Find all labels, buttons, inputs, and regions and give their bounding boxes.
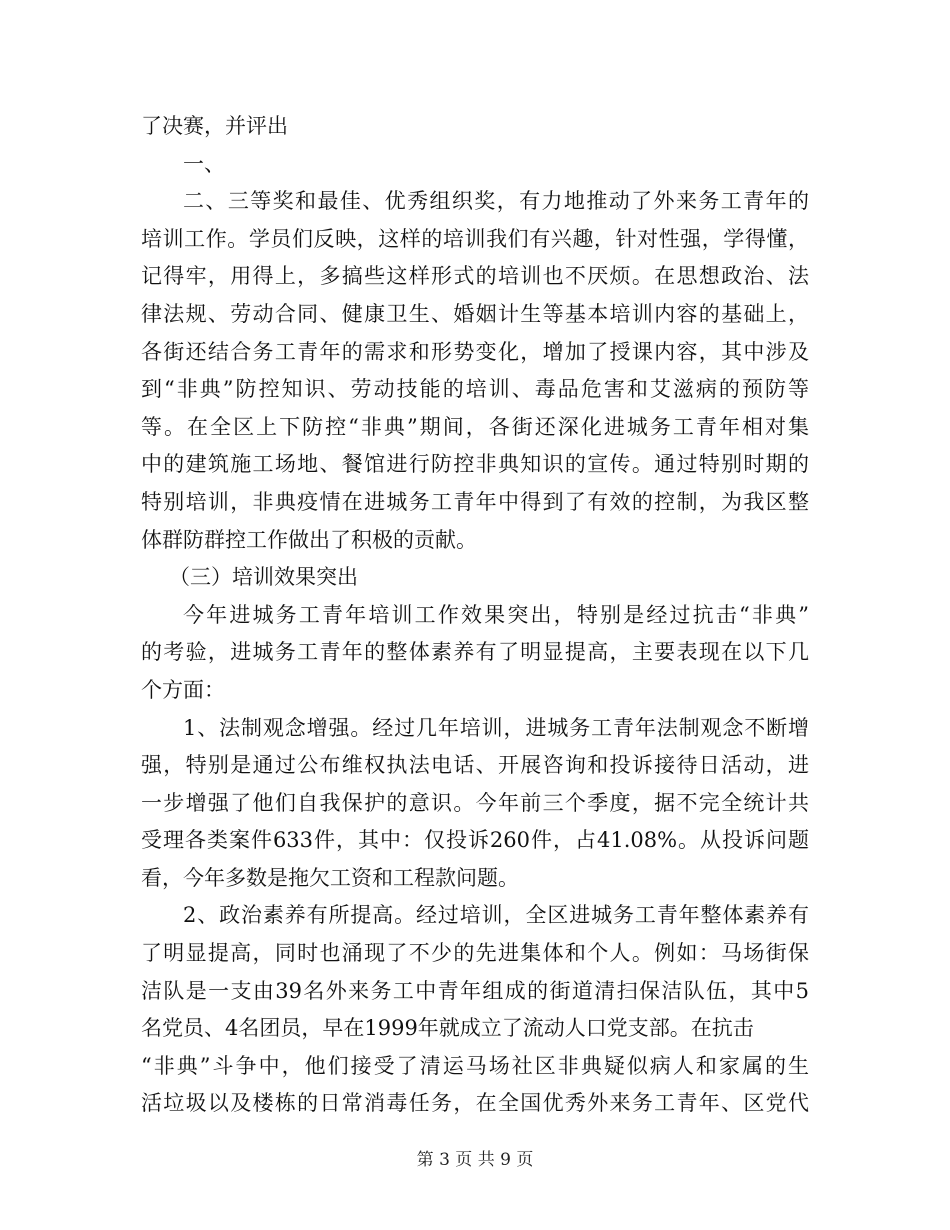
text-line: 的考验，进城务工青年的整体素养有了明显提高，主要表现在以下几 [141, 640, 809, 665]
text-line: 名党员、4名团员，早在1999年就成立了流动人口党支部。在抗击 [141, 1016, 754, 1041]
text-line: 二、三等奖和最佳、优秀组织奖，有力地推动了外来务工青年的 [183, 189, 809, 214]
text-line: 一、 [183, 151, 225, 176]
document-body [141, 108, 809, 1123]
text-line: 1、法制观念增强。经过几年培训，进城务工青年法制观念不断增 [183, 715, 809, 740]
text-line: 了决赛，并评出 [141, 114, 288, 138]
text-line: “非典”斗争中，他们接受了清运马场社区非典疑似病人和家属的生 [141, 1053, 809, 1078]
section-heading: （三）培训效果突出 [169, 565, 358, 590]
page-number-label: 第 3 页 共 9 页 [416, 1150, 534, 1170]
text-line: 律法规、劳动合同、健康卫生、婚姻计生等基本培训内容的基础上， [141, 301, 809, 326]
text-line: 今年进城务工青年培训工作效果突出，特别是经过抗击“非典” [183, 602, 809, 627]
text-line: 各街还结合务工青年的需求和形势变化，增加了授课内容，其中涉及 [141, 339, 809, 364]
text-line: 2、政治素养有所提高。经过培训，全区进城务工青年整体素养有 [183, 903, 809, 928]
text-line: 受理各类案件633件，其中：仅投诉260件，占41.08%。从投诉问题 [141, 828, 809, 853]
text-line: 强，特别是通过公布维权执法电话、开展咨询和投诉接待日活动，进 [141, 753, 809, 778]
text-line: 培训工作。学员们反映，这样的培训我们有兴趣，针对性强，学得懂， [141, 226, 809, 251]
text-line: 洁队是一支由39名外来务工中青年组成的街道清扫保洁队伍，其中5 [141, 978, 809, 1003]
text-line: 中的建筑施工场地、餐馆进行防控非典知识的宣传。通过特别时期的 [141, 452, 809, 477]
text-line: 活垃圾以及楼栋的日常消毒任务，在全国优秀外来务工青年、区党代 [141, 1091, 809, 1116]
text-line: 体群防群控工作做出了积极的贡献。 [141, 527, 477, 552]
text-line: 记得牢，用得上，多搞些这样形式的培训也不厌烦。在思想政治、法 [141, 264, 809, 289]
text-line: 到“非典”防控知识、劳动技能的培训、毒品危害和艾滋病的预防等 [141, 377, 809, 402]
text-line: 个方面： [141, 677, 225, 702]
text-line: 等。在全区上下防控“非典”期间，各街还深化进城务工青年相对集 [141, 414, 809, 439]
text-line: 特别培训，非典疫情在进城务工青年中得到了有效的控制，为我区整 [141, 489, 809, 514]
text-line: 一步增强了他们自我保护的意识。今年前三个季度，据不完全统计共 [141, 790, 809, 815]
page-footer [0, 1148, 950, 1172]
text-line: 了明显提高，同时也涌现了不少的先进集体和个人。例如：马场街保 [141, 941, 809, 966]
text-line: 看，今年多数是拖欠工资和工程款问题。 [141, 865, 519, 890]
